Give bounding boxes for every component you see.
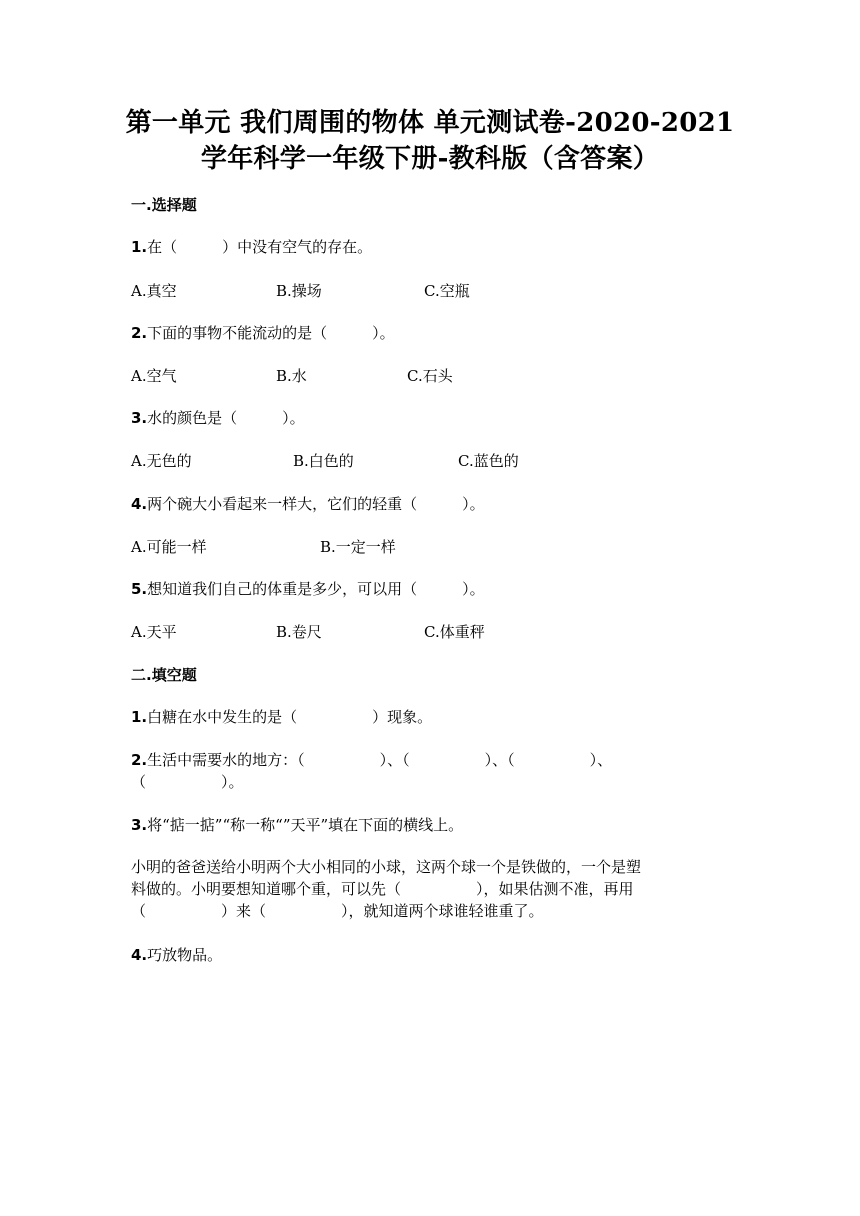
section-heading-fill: 二.填空题 <box>131 666 197 684</box>
question-text: 水的颜色是（ ）。 <box>147 409 305 427</box>
question-number: 1. <box>131 238 148 256</box>
question-text: 两个碗大小看起来一样大，它们的轻重（ ）。 <box>147 495 485 513</box>
question-text: 将“掂一掂”“称一称“”天平”填在下面的横线上。 <box>147 816 464 834</box>
question-number: 1. <box>131 708 148 726</box>
option-3c: C.蓝色的 <box>458 452 519 470</box>
question-5 <box>131 578 485 599</box>
page-title-line1: 第一单元 我们周围的物体 单元测试卷-2020-2021 <box>125 108 735 138</box>
question-number: 3. <box>131 409 148 427</box>
option-1b: B.操场 <box>276 282 322 300</box>
question-2 <box>131 322 395 343</box>
question-number: 4. <box>131 495 148 513</box>
option-2b: B.水 <box>276 367 307 385</box>
option-2a: A.空气 <box>131 367 177 385</box>
question-number: 2. <box>131 751 148 769</box>
question-number: 2. <box>131 324 148 342</box>
question-text: 在（ ）中没有空气的存在。 <box>147 238 373 256</box>
fill-question-2-line2: （ ）。 <box>131 773 244 791</box>
option-4b: B.一定一样 <box>320 538 396 556</box>
option-1a: A.真空 <box>131 282 177 300</box>
question-text: 白糖在水中发生的是（ ）现象。 <box>147 708 433 726</box>
option-5c: C.体重秤 <box>424 623 485 641</box>
question-text: 想知道我们自己的体重是多少，可以用（ ）。 <box>147 580 485 598</box>
option-2c: C.石头 <box>407 367 453 385</box>
fill-question-4 <box>131 944 222 965</box>
question-number: 5. <box>131 580 148 598</box>
option-5b: B.卷尺 <box>276 623 322 641</box>
option-5a: A.天平 <box>131 623 177 641</box>
option-3a: A.无色的 <box>131 452 192 470</box>
question-text: 生活中需要水的地方：（ ）、（ ）、（ ）、 <box>147 751 613 769</box>
question-3 <box>131 407 305 428</box>
option-1c: C.空瓶 <box>424 282 470 300</box>
option-3b: B.白色的 <box>293 452 354 470</box>
question-number: 4. <box>131 946 148 964</box>
page-title-line2: 学年科学一年级下册-教科版（含答案） <box>200 144 660 174</box>
section-heading-choice: 一.选择题 <box>131 196 197 214</box>
fill-question-3 <box>131 814 463 835</box>
fill-question-2 <box>131 749 612 770</box>
question-1 <box>131 236 372 257</box>
question-number: 3. <box>131 816 148 834</box>
fill-question-1 <box>131 706 432 727</box>
question-4 <box>131 493 485 514</box>
fill-question-3-paragraph: 小明的爸爸送给小明两个大小相同的小球，这两个球一个是铁做的，一个是塑 料做的。小明要想知道哪个重，可以先（ ），如果估测不准，再用 （ ）来（ ），就知道两个球谁轻谁重了。 <box>131 858 642 920</box>
option-4a: A.可能一样 <box>131 538 207 556</box>
question-text: 巧放物品。 <box>147 946 223 964</box>
question-text: 下面的事物不能流动的是（ ）。 <box>147 324 395 342</box>
